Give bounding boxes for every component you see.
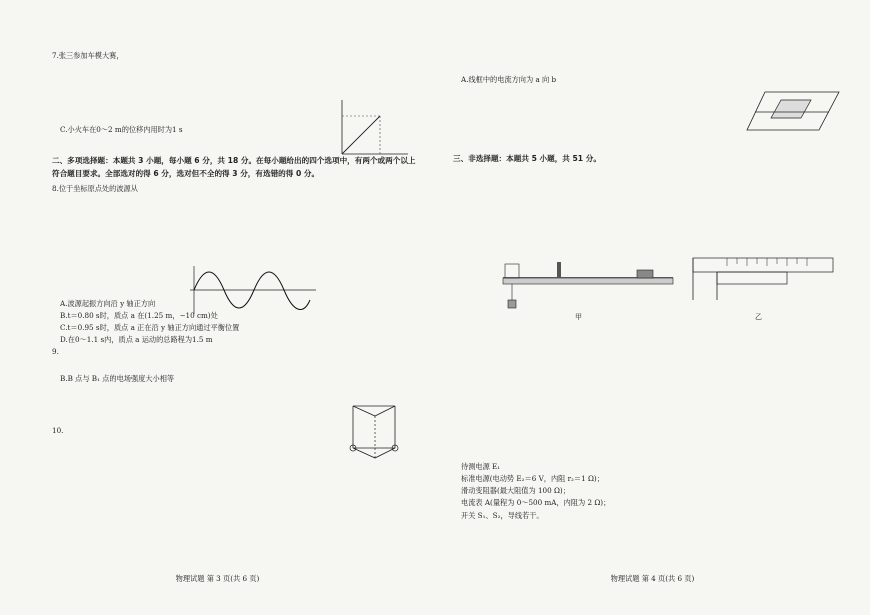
wave-graph [180,262,320,318]
q12-test-source: 待测电源 E₁ [461,461,501,471]
exam-page-4 [435,0,870,615]
question-7: 7.张三参加车模大赛， [52,51,124,60]
question-9: 9. [52,347,59,357]
q8-option-b: B.t＝0.80 s时，质点 a 在(1.25 m，−10 cm)处 [60,310,218,320]
q10-option-a: A.线框中的电流方向为 a 向 b [461,75,557,84]
q12-switches: 开关 S₁、S₂，导线若干。 [461,510,544,520]
q7-option-c: C.小火车在0～2 m的位移内用时为1 s [60,125,183,135]
q9-option-b: B.B 点与 B₁ 点的电场强度大小相等 [60,373,175,383]
section-3-heading: 三、非选择题：本题共 5 小题，共 51 分。 [453,154,601,164]
q8-option-d: D.在0～1.1 s内，质点 a 运动的总路程为1.5 m [60,335,213,345]
vernier-caliper [687,250,837,312]
triangular-prism-figure [345,398,405,464]
q12-rheostat: 滑动变阻器(最大阻值为 100 Ω)； [461,486,570,496]
figure-jia-label: 甲 [575,313,582,321]
q12-ammeter: 电流表 A(量程为 0～500 mA，内阻为 2 Ω)； [461,498,611,508]
figure-yi-label: 乙 [755,313,762,321]
q8-option-a: A.波源起振方向沿 y 轴正方向 [60,298,156,308]
question-10: 10. [52,425,64,435]
q12-standard-source: 标准电源(电动势 E₂＝6 V，内阻 r₂＝1 Ω)； [461,473,604,483]
inclined-rails-figure [745,72,845,134]
section-2-heading: 二、多项选择题：本题共 3 小题，每小题 6 分，共 18 分。在每小题给出的四个选项中，有两个或两个以上符合题目要求。全部选对的得 6 分，选对但不全的得 3 分，有选错的得 0 分。 [52,156,416,178]
page-4-footer: 物理试题 第 4 页(共 6 页) [610,574,695,583]
page-3-footer: 物理试题 第 3 页(共 6 页) [175,574,260,583]
air-track-apparatus [497,248,677,312]
q8-option-c: C.t＝0.95 s时，质点 a 正在沿 y 轴正方向通过平衡位置 [60,323,240,333]
momentum-squared-graph [330,94,412,158]
question-8: 8.位于坐标原点处的波源从 [52,184,138,194]
